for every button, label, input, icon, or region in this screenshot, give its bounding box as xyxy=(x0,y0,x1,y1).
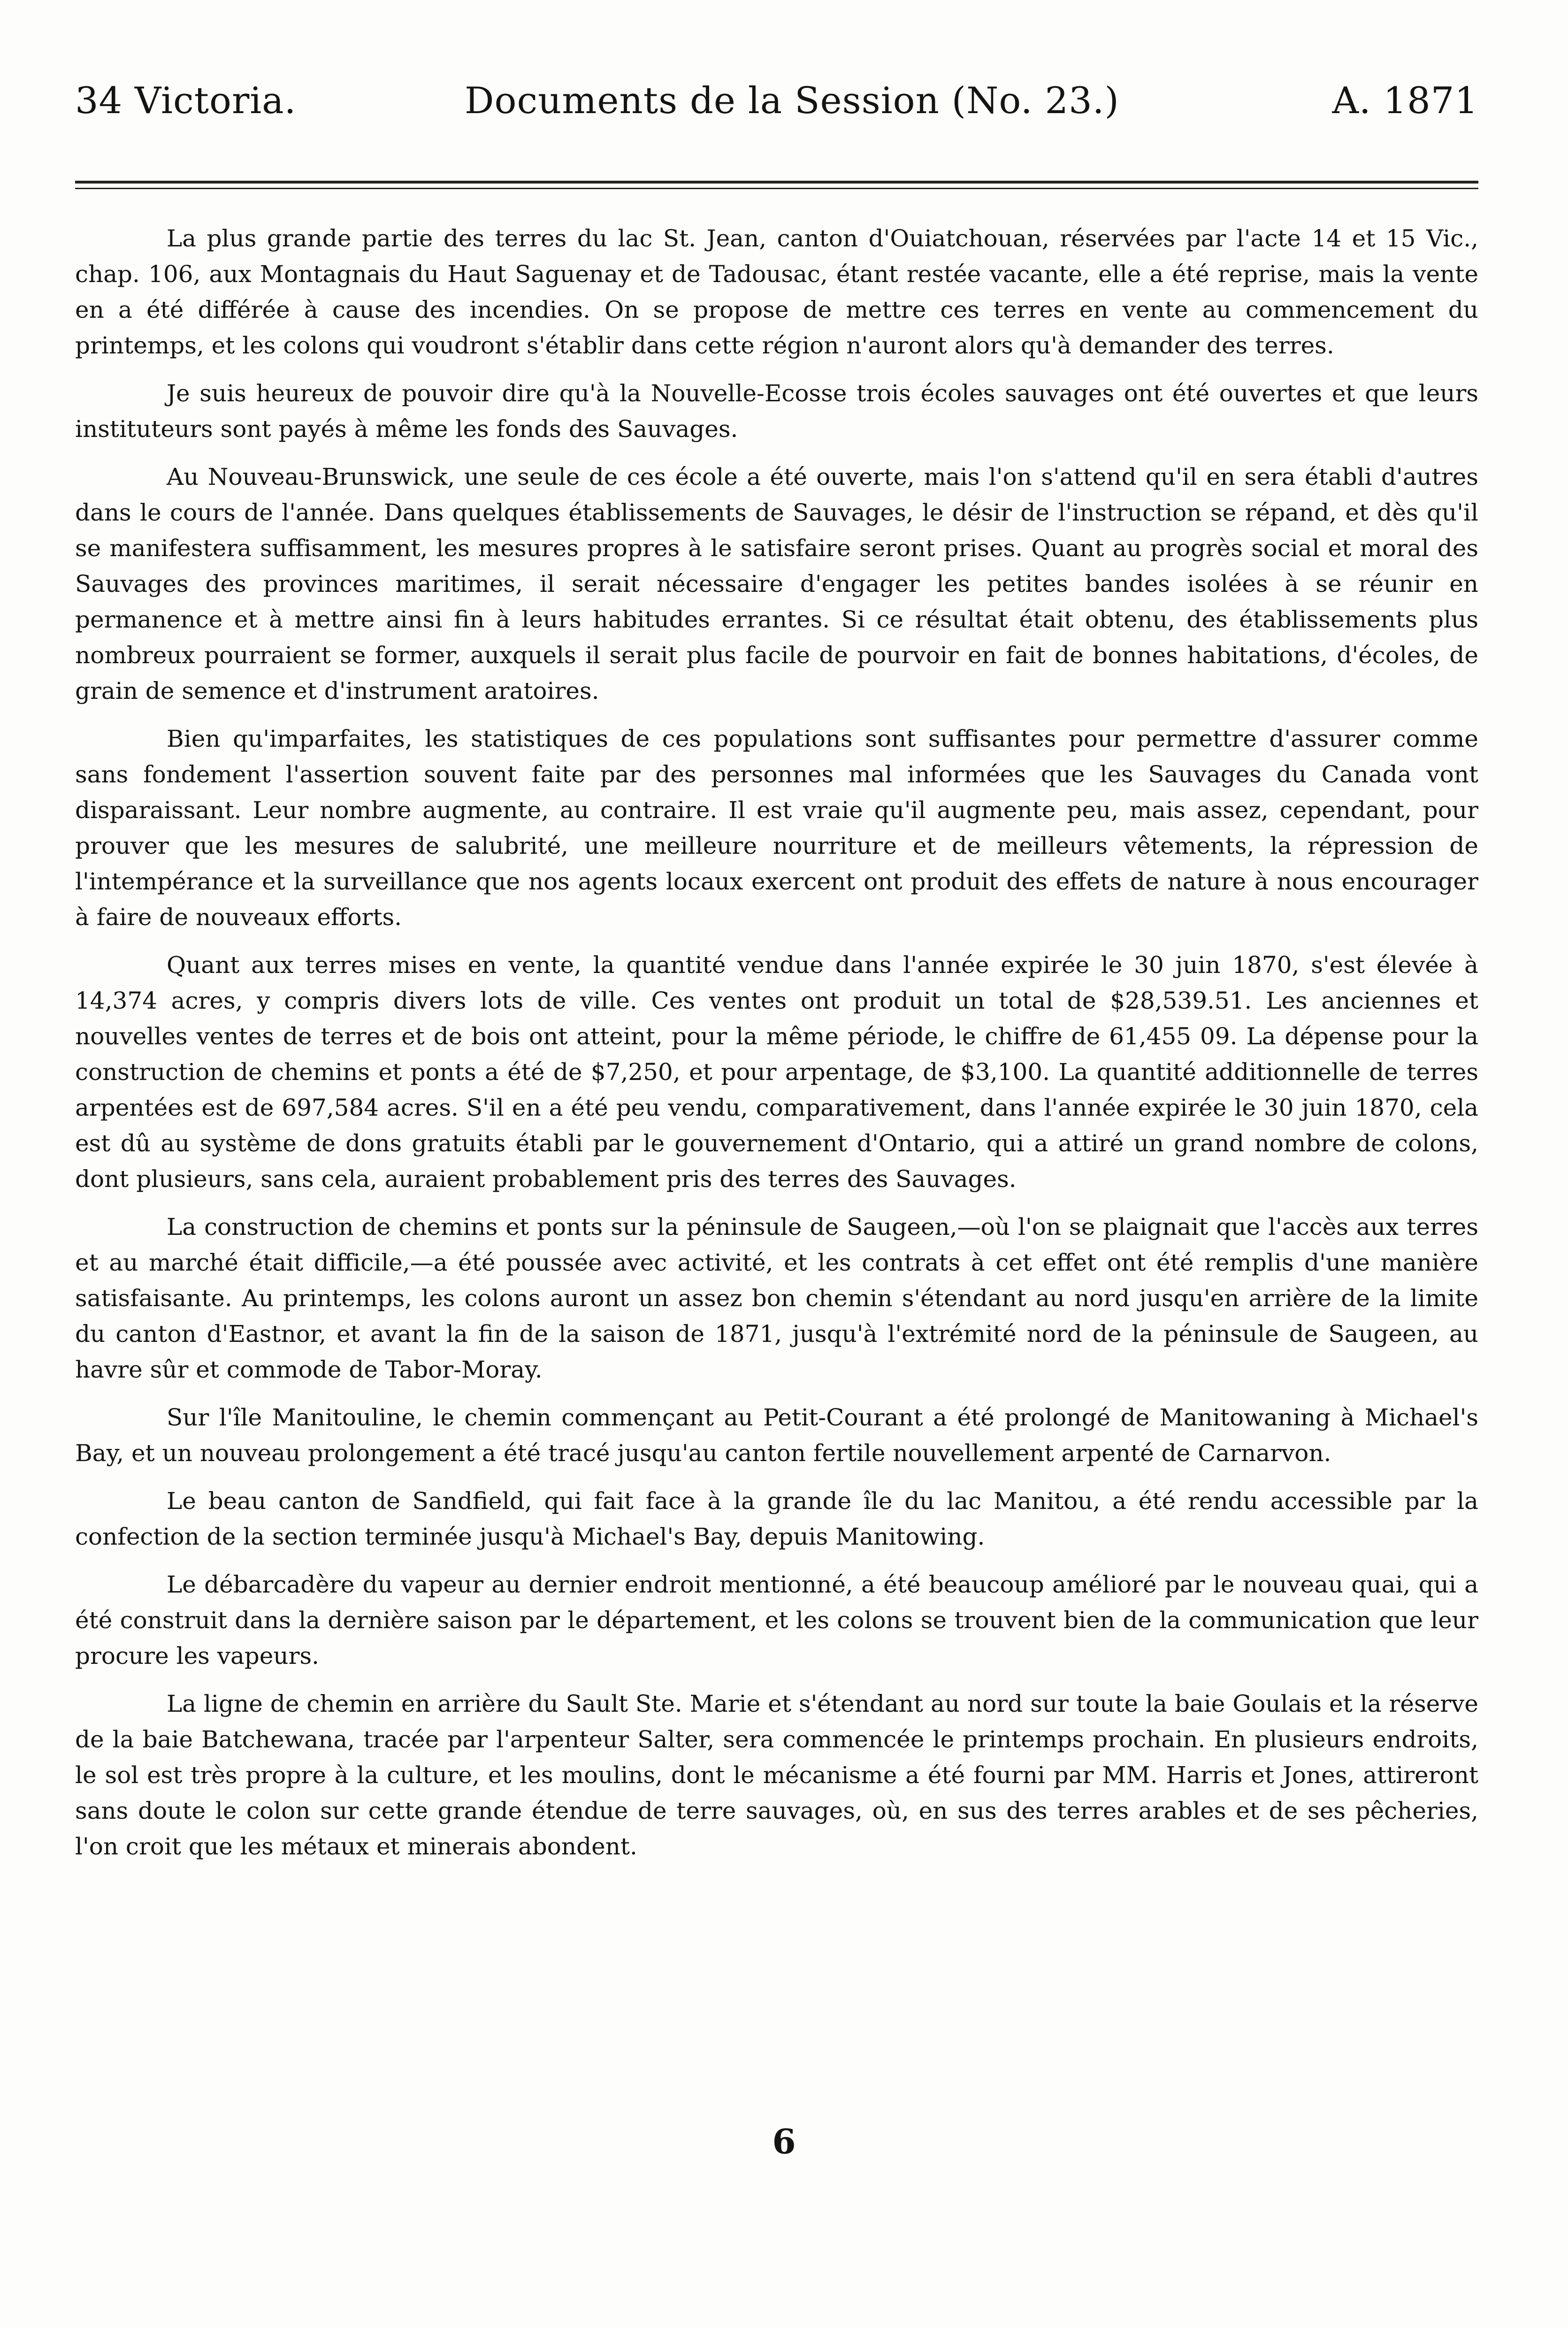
header-center: Documents de la Session (No. 23.) xyxy=(465,80,1119,122)
paragraph: Quant aux terres mises en vente, la quantité vendue dans l'année expirée le 30 juin 1870, s'est élevée à 14,374 acres, y compris divers lots de ville. Ces ventes ont produit un total de $28,539.51. Les anciennes et nouvelles ventes de terres et de bois ont atteint, pour la même période, le chiffre de 61,455 09. La dépense pour la construction de chemins et ponts a été de $7,250, et pour arpentage, de $3,100. La quantité additionnelle de terres arpentées est de 697,584 acres. S'il en a été peu vendu, comparativement, dans l'année expirée le 30 juin 1870, cela est dû au système de dons gratuits établi par le gouvernement d'Ontario, qui a attiré un grand nombre de colons, dont plusieurs, sans cela, auraient probablement pris des terres des Sauvages. xyxy=(75,951,1478,1193)
header-left: 34 Victoria. xyxy=(75,80,297,122)
paragraph: Je suis heureux de pouvoir dire qu'à la Nouvelle-Ecosse trois écoles sauvages ont été ouvertes et que leurs instituteurs sont payés à même les fonds des Sauvages. xyxy=(75,380,1478,443)
paragraph: La plus grande partie des terres du lac St. Jean, canton d'Ouiatchouan, réservées par l'acte 14 et 15 Vic., chap. 106, aux Montagnais du Haut Saguenay et de Tadousac, étant restée vacante, elle a été reprise, mais la vente en a été différée à cause des incendies. On se propose de mettre ces terres en vente au commencement du printemps, et les colons qui voudront s'établir dans cette région n'auront alors qu'à demander des terres. xyxy=(75,225,1478,359)
running-header xyxy=(75,80,1478,146)
header-rule-thin xyxy=(75,188,1478,189)
paragraph: La ligne de chemin en arrière du Sault Ste. Marie et s'étendant au nord sur toute la baie Goulais et la réserve de la baie Batchewana, tracée par l'arpenteur Salter, sera commencée le printemps prochain. En plusieurs endroits, le sol est très propre à la culture, et les moulins, dont le mécanisme a été fourni par MM. Harris et Jones, attireront sans doute le colon sur cette grande étendue de terre sauvages, où, en sus des terres arables et de ses pêcheries, l'on croit que les métaux et minerais abondent. xyxy=(75,1690,1478,1860)
header-right: A. 1871 xyxy=(1332,80,1478,122)
paragraph: Le beau canton de Sandfield, qui fait face à la grande île du lac Manitou, a été rendu accessible par la confection de la section terminée jusqu'à Michael's Bay, depuis Manitowing. xyxy=(75,1487,1478,1550)
paragraph: Sur l'île Manitouline, le chemin commençant au Petit-Courant a été prolongé de Manitowaning à Michael's Bay, et un nouveau prolongement a été tracé jusqu'au canton fertile nouvellement arpenté de Carnarvon. xyxy=(75,1404,1478,1467)
paragraph: Au Nouveau-Brunswick, une seule de ces école a été ouverte, mais l'on s'attend qu'il en sera établi d'autres dans le cours de l'année. Dans quelques établissements de Sauvages, le désir de l'instruction se répand, et dès qu'il se manifestera suffisamment, les mesures propres à le satisfaire seront prises. Quant au progrès social et moral des Sauvages des provinces maritimes, il serait nécessaire d'engager les petites bandes isolées à se réunir en permanence et à mettre ainsi fin à leurs habitudes errantes. Si ce résultat était obtenu, des établissements plus nombreux pourraient se former, auxquels il serait plus facile de pourvoir en fait de bonnes habitations, d'écoles, de grain de semence et d'instrument aratoires. xyxy=(75,463,1478,705)
paragraph: La construction de chemins et ponts sur la péninsule de Saugeen,—où l'on se plaignait que l'accès aux terres et au marché était difficile,—a été poussée avec activité, et les contrats à cet effet ont été remplis d'une manière satisfaisante. Au printemps, les colons auront un assez bon chemin s'étendant au nord jusqu'en arrière de la limite du canton d'Eastnor, et avant la fin de la saison de 1871, jusqu'à l'extrémité nord de la péninsule de Saugeen, au havre sûr et commode de Tabor-Moray. xyxy=(75,1213,1478,1383)
paragraph: Bien qu'imparfaites, les statistiques de ces populations sont suffisantes pour permettre d'assurer comme sans fondement l'assertion souvent faite par des personnes mal informées que les Sauvages du Canada vont disparaissant. Leur nombre augmente, au contraire. Il est vraie qu'il augmente peu, mais assez, cependant, pour prouver que les mesures de salubrité, une meilleure nourriture et de meilleurs vêtements, la répression de l'intempérance et la surveillance que nos agents locaux exercent ont produit des effets de nature à nous encourager à faire de nouveaux efforts. xyxy=(75,725,1478,931)
page-number: 6 xyxy=(772,2121,796,2161)
body-text xyxy=(75,221,1478,1876)
header-rule-thick xyxy=(75,181,1478,184)
paragraph: Le débarcadère du vapeur au dernier endroit mentionné, a été beaucoup amélioré par le nouveau quai, qui a été construit dans la dernière saison par le département, et les colons se trouvent bien de la communication que leur procure les vapeurs. xyxy=(75,1571,1478,1669)
